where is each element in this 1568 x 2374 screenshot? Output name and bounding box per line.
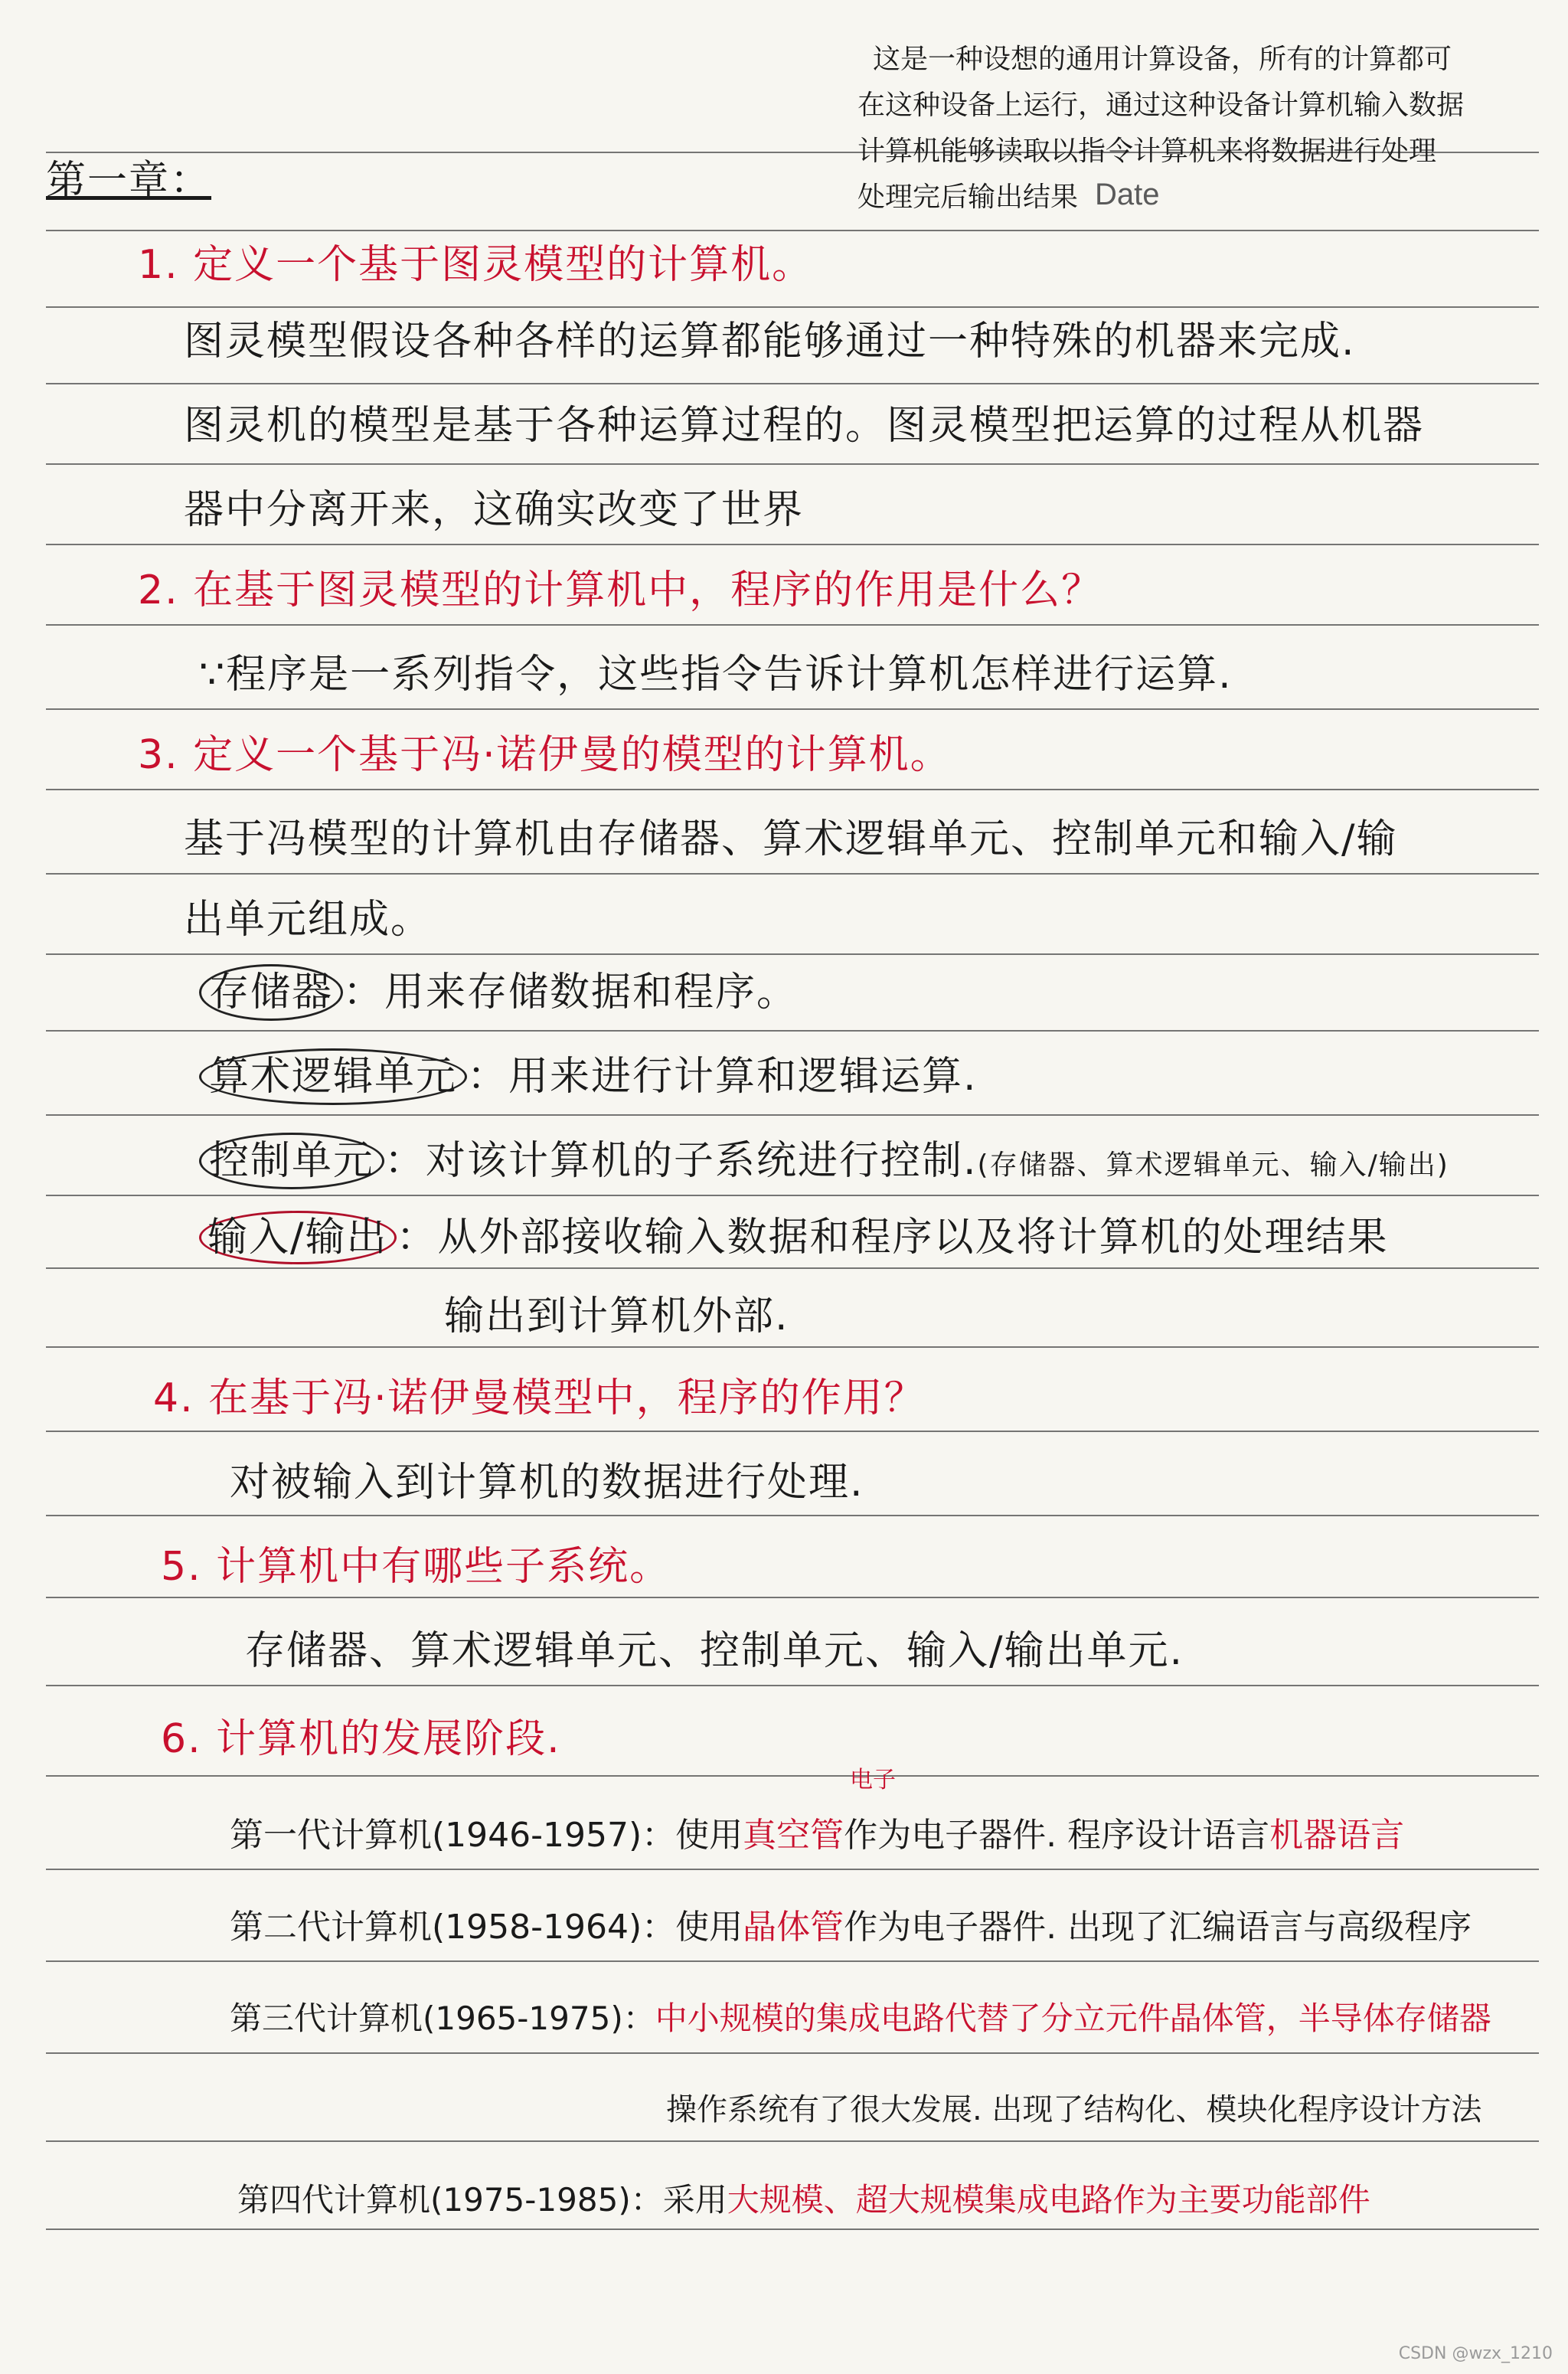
question-1-answer-line: 图灵模型假设各种各样的运算都能够通过一种特殊的机器来完成. [184, 319, 1356, 365]
question-4-answer: 对被输入到计算机的数据进行处理. [230, 1460, 864, 1506]
side-note-line: 在这种设备上运行，通过这种设备计算机输入数据 [858, 90, 1465, 121]
question-2-title: 2. 在基于图灵模型的计算机中，程序的作用是什么？ [138, 567, 1103, 613]
side-note-line: 计算机能够读取以指令计算机来将数据进行处理 [858, 136, 1437, 167]
gen4-desc: 大规模、超大规模集成电路作为主要功能部件 [727, 2181, 1370, 2219]
gen2-desc: 作为电子器件. 出现了汇编语言与高级程序 [844, 1908, 1472, 1947]
gen1-desc: 作为电子器件. 程序设计语言 [844, 1816, 1270, 1855]
date-label: Date [1095, 178, 1160, 211]
question-5-answer: 存储器、算术逻辑单元、控制单元、输入/输出单元. [245, 1628, 1184, 1674]
question-1-answer-line: 器中分离开来，这确实改变了世界 [184, 487, 805, 533]
question-1-title: 1. 定义一个基于图灵模型的计算机。 [138, 242, 814, 288]
gen3-label: 第三代计算机(1965-1975)： [230, 2000, 655, 2037]
term-alu-desc: ：用来进行计算和逻辑运算. [467, 1054, 978, 1100]
gen4-label: 第四代计算机(1975-1985)：采用 [237, 2181, 727, 2219]
watermark: CSDN @wzx_1210 [1398, 2344, 1553, 2363]
gen2-label: 第二代计算机(1958-1964)：使用 [230, 1908, 743, 1947]
gen3-desc: 中小规模的集成电路代替了分立元件晶体管，半导体存储器 [655, 2000, 1491, 2037]
term-memory-desc: ：用来存储数据和程序。 [343, 970, 799, 1015]
question-3-intro-line: 出单元组成。 [184, 897, 433, 943]
question-3-intro-line: 基于冯模型的计算机由存储器、算术逻辑单元、控制单元和输入/输 [184, 816, 1398, 862]
term-control: 控制单元 [199, 1133, 384, 1189]
question-1-answer-line: 图灵机的模型是基于各种运算过程的。图灵模型把运算的过程从机器 [184, 403, 1425, 449]
annotation-electron: 电子 [850, 1767, 896, 1794]
gen1-language: 机器语言 [1269, 1816, 1405, 1855]
gen1-device: 真空管 [743, 1816, 844, 1855]
term-io-desc: ：从外部接收输入数据和程序以及将计算机的处理结果 [396, 1215, 1389, 1261]
term-control-note: (存储器、算术逻辑单元、输入/输出) [977, 1149, 1449, 1181]
term-memory: 存储器 [199, 964, 343, 1021]
term-row-alu [199, 1054, 978, 1100]
term-control-desc: ：对该计算机的子系统进行控制. [384, 1138, 978, 1184]
term-alu: 算术逻辑单元 [199, 1048, 467, 1105]
term-row-memory [199, 970, 799, 1015]
question-4-title: 4. 在基于冯·诺伊曼模型中，程序的作用？ [153, 1375, 926, 1421]
generation-3-cont: 操作系统有了很大发展. 出现了结构化、模块化程序设计方法 [666, 2092, 1482, 2127]
question-2-answer: ∵程序是一系列指令，这些指令告诉计算机怎样进行运算. [199, 652, 1233, 698]
chapter-title: 第一章： [46, 158, 212, 204]
question-6-title: 6. 计算机的发展阶段. [161, 1716, 561, 1762]
generation-4-row [237, 2181, 1370, 2219]
generation-2-row [230, 1908, 1472, 1947]
term-row-io [199, 1215, 1389, 1261]
term-row-control [199, 1138, 1449, 1184]
question-3-title: 3. 定义一个基于冯·诺伊曼的模型的计算机。 [138, 732, 952, 778]
generation-3-row [230, 2000, 1491, 2037]
generation-1-row [230, 1816, 1405, 1855]
term-io-desc-cont: 输出到计算机外部. [444, 1293, 789, 1339]
side-note-line: 这是一种设想的通用计算设备，所有的计算都可 [873, 44, 1452, 75]
side-note-line: 处理完后输出结果 [858, 181, 1079, 213]
term-io: 输入/输出 [199, 1211, 397, 1264]
question-5-title: 5. 计算机中有哪些子系统。 [161, 1544, 671, 1590]
gen1-label: 第一代计算机(1946-1957)：使用 [230, 1816, 743, 1855]
gen2-device: 晶体管 [743, 1908, 844, 1947]
